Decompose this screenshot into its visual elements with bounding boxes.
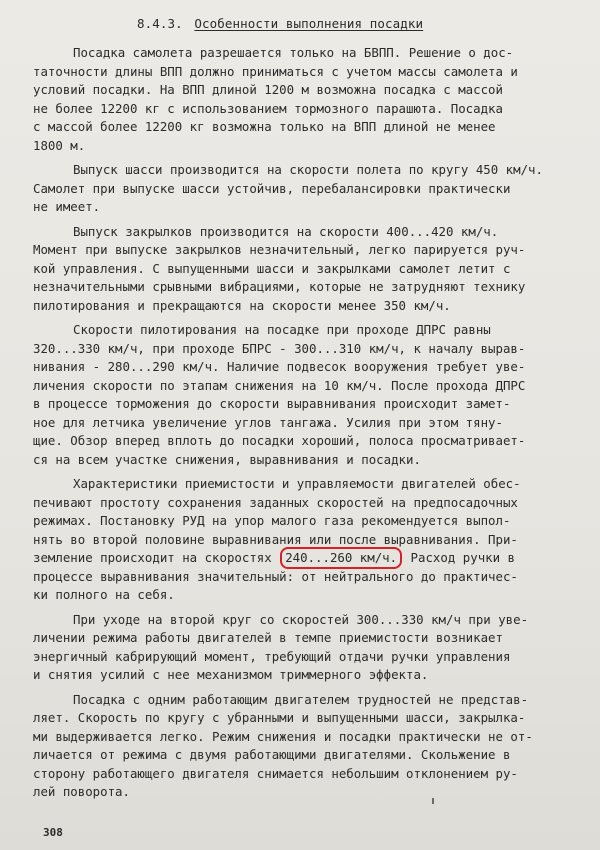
text-line: печивают простоту сохранения заданных скоростей на предпосадочных — [33, 494, 518, 510]
highlighted-speed-value: 240...260 км/ч. — [280, 547, 402, 569]
paragraph — [33, 611, 563, 685]
text-line: энергичный кабрирующий момент, требующий отдачи ручки управления — [33, 648, 511, 664]
text-line: Момент при выпуске закрылков незначительный, легко парируется руч- — [33, 242, 526, 257]
paragraph — [33, 475, 563, 605]
text-line: ное для летчика увеличение углов тангажа. Усилия при этом тяну- — [33, 414, 503, 430]
page-number: 308 — [43, 826, 63, 839]
text-line: ки полного на себя. — [33, 587, 175, 602]
text-line: и снятия усилий с нее механизмом триммерного эффекта. — [33, 667, 429, 682]
paragraph — [33, 223, 563, 316]
text-line: нивания - 280...290 км/ч. Наличие подвесок вооружения требует уве- — [33, 359, 526, 374]
text-line: режимах. Постановку РУД на упор малого газа рекомендуется выпол- — [33, 513, 511, 528]
text-line: ми выдерживается легко. Режим снижения и посадки практически не от- — [33, 728, 533, 744]
text-line: Посадка с одним работающим двигателем трудностей не представ- — [73, 691, 529, 707]
text-line: незначительными срывными вибрациями, которые не затрудняют технику — [33, 279, 526, 294]
margin-mark — [432, 798, 434, 804]
paragraph — [33, 44, 563, 155]
text-line: в процессе торможения до скорости выравнивания происходит замет- — [33, 396, 511, 411]
text-line: 320...330 км/ч, при проходе БПРС - 300...310 км/ч, к началу вырав- — [33, 340, 526, 356]
text-line — [33, 549, 563, 568]
text-line: с массой более 12200 кг возможна только на ВПП длиной не менее — [33, 119, 496, 134]
text-segment: земление происходит на скоростях — [33, 550, 280, 565]
text-line: не имеет. — [33, 199, 101, 214]
text-line: Выпуск закрылков производится на скорости 400...420 км/ч. — [73, 223, 499, 239]
text-line: Выпуск шасси производится на скорости полета по кругу 450 км/ч. — [73, 162, 543, 177]
text-line: не более 12200 кг с использованием тормозного парашюта. Посадка — [33, 100, 503, 116]
paragraph — [33, 161, 563, 217]
text-line: Скорости пилотирования на посадке при проходе ДПРС равны — [73, 322, 491, 337]
text-line: таточности длины ВПП должно приниматься с учетом массы самолета и — [33, 63, 518, 79]
text-line: нять во второй половине выравнивания или после выравнивания. При- — [33, 531, 518, 547]
text-line: лей поворота. — [33, 784, 130, 799]
section-number: 8.4.3. — [137, 16, 183, 31]
section-heading — [137, 16, 423, 31]
text-line: пилотирования и прекращаются на скорости менее 350 км/ч. — [33, 297, 451, 313]
text-line: Посадка самолета разрешается только на БВПП. Решение о дос- — [73, 45, 514, 60]
text-line: ляет. Скорость по кругу с убранными и выпущенными шасси, закрылка- — [33, 710, 526, 725]
document-body — [33, 44, 563, 808]
text-line: При уходе на второй круг со скоростей 300...330 км/ч при уве- — [73, 611, 529, 627]
text-line: личения скорости по этапам снижения на 10 км/ч. После прохода ДПРС — [33, 377, 526, 393]
text-line: кой управления. С выпущенными шасси и закрылками самолет летит с — [33, 260, 511, 276]
text-line: личении режима работы двигателей в темпе приемистости возникает — [33, 630, 503, 645]
text-line: 1800 м. — [33, 137, 86, 153]
text-line: Характеристики приемистости и управляемости двигателей обес- — [73, 476, 521, 491]
text-segment: Расход ручки в — [403, 550, 515, 565]
text-line: ся на всем участке снижения, выравнивания и посадки. — [33, 451, 421, 467]
text-line: сторону работающего двигателя снимается небольшим отклонением ру- — [33, 765, 518, 781]
text-line: Самолет при выпуске шасси устойчив, перебалансировки практически — [33, 180, 511, 196]
text-line: личается от режима с двумя работающими двигателями. Скольжение в — [33, 747, 511, 762]
text-line: условий посадки. На ВПП длиной 1200 м возможна посадка с массой — [33, 82, 503, 97]
section-title: Особенности выполнения посадки — [194, 16, 424, 31]
text-line: процессе выравнивания значительный: от нейтрального до практичес- — [33, 568, 518, 584]
paragraph-gap — [33, 802, 563, 808]
text-line: щие. Обзор вперед вплоть до посадки хороший, полоса просматривает- — [33, 433, 526, 448]
paragraph — [33, 691, 563, 802]
paragraph — [33, 321, 563, 469]
